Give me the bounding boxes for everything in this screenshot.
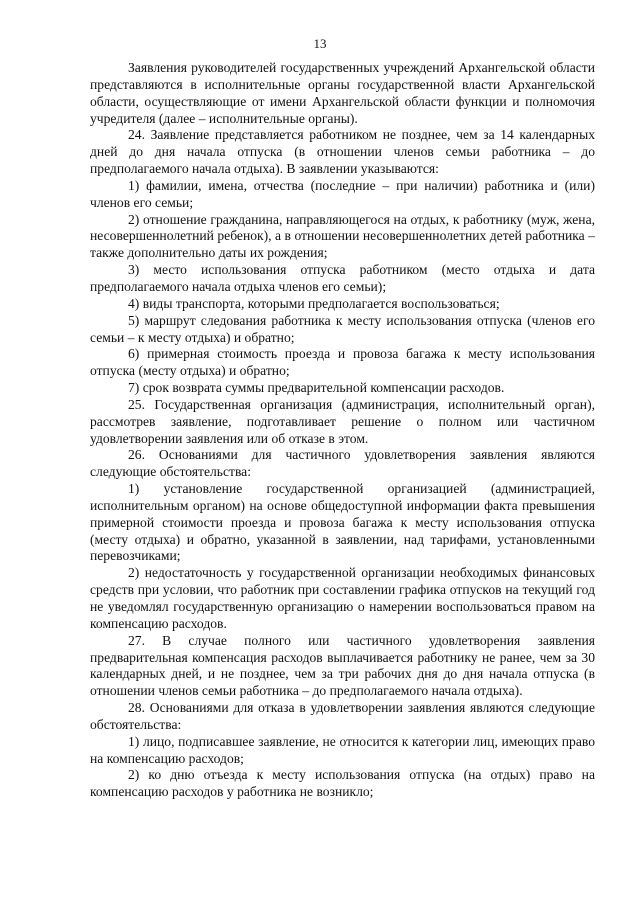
list-item-right-not-arisen: 2) ко дню отъезда к месту использования отпуска (на отдых) право на компенсацию расходов у работника не возникло; bbox=[90, 767, 595, 800]
paragraph-28: 28. Основаниями для отказа в удовлетворении заявления являются следующие обстоятельства: bbox=[90, 700, 595, 732]
list-item-insufficient-funds: 2) недостаточность у государственной организации необходимых финансовых средств при условии, что работник при составлении графика отпусков на текущий год не уведомлял государственную организацию о намерении воспользоваться правом на компенсацию расходов. bbox=[90, 565, 595, 631]
paragraph-applications-submission: Заявления руководителей государственных учреждений Архангельской области представляются в исполнительные органы государственной власти Архангельской области, осуществляющие от имени Архангельской области функции и полномочия учредителя (далее – исполнительные органы). bbox=[90, 60, 595, 126]
document-body bbox=[90, 60, 595, 801]
page-number: 13 bbox=[313, 36, 327, 51]
paragraph-26: 26. Основаниями для частичного удовлетворения заявления являются следующие обстоятельства: bbox=[90, 447, 595, 480]
list-item-not-eligible: 1) лицо, подписавшее заявление, не относится к категории лиц, имеющих право на компенсацию расходов; bbox=[90, 733, 595, 766]
paragraph-27: 27. В случае полного или частичного удовлетворения заявления предварительная компенсация расходов выплачивается работнику не ранее, чем за 30 календарных дней, и не позднее, чем за три рабочих дня до дня начала отпуска (в отношении членов семьи работника – до предполагаемого начала отдыха). bbox=[90, 632, 595, 699]
list-item-cost-excess: 1) установление государственной организацией (администрацией, исполнительным органом) на основе общедоступной информации факта превышения примерной стоимости проезда и провоза багажа к месту использования отпуска (месту отдыха) и обратно, указанной в заявлении, над тарифами, установленными перевозчиками; bbox=[90, 481, 595, 564]
list-item-refund-term: 7) срок возврата суммы предварительной компенсации расходов. bbox=[128, 380, 505, 396]
list-item-relation: 2) отношение гражданина, направляющегося на отдых, к работнику (муж, жена, несовершеннолетний ребенок), а в отношении несовершеннолетних детей работника – также дополнительно даты их рождения; bbox=[90, 211, 595, 261]
list-item-vacation-place: 3) место использования отпуска работником (место отдыха и дата предполагаемого начала отдыха членов его семьи); bbox=[90, 262, 595, 294]
list-item-transport: 4) виды транспорта, которыми предполагается воспользоваться; bbox=[128, 295, 500, 311]
paragraph-24: 24. Заявление представляется работником не позднее, чем за 14 календарных дней до дня начала отпуска (в отношении членов семьи работника – до предполагаемого начала отдыха). В заявлении указываются: bbox=[90, 127, 595, 177]
list-item-cost: 6) примерная стоимость проезда и провоза багажа к месту использования отпуска (месту отдыха) и обратно; bbox=[90, 346, 595, 379]
list-item-names: 1) фамилии, имена, отчества (последние – при наличии) работника и (или) членов его семьи; bbox=[90, 177, 595, 210]
paragraph-25: 25. Государственная организация (администрация, исполнительный орган), рассмотрев заявление, подготавливает решение о полном или частичном удовлетворении заявления или об отказе в этом. bbox=[90, 396, 595, 446]
list-item-route: 5) маршрут следования работника к месту использования отпуска (членов его семьи – к месту отдыха) и обратно; bbox=[90, 312, 595, 345]
